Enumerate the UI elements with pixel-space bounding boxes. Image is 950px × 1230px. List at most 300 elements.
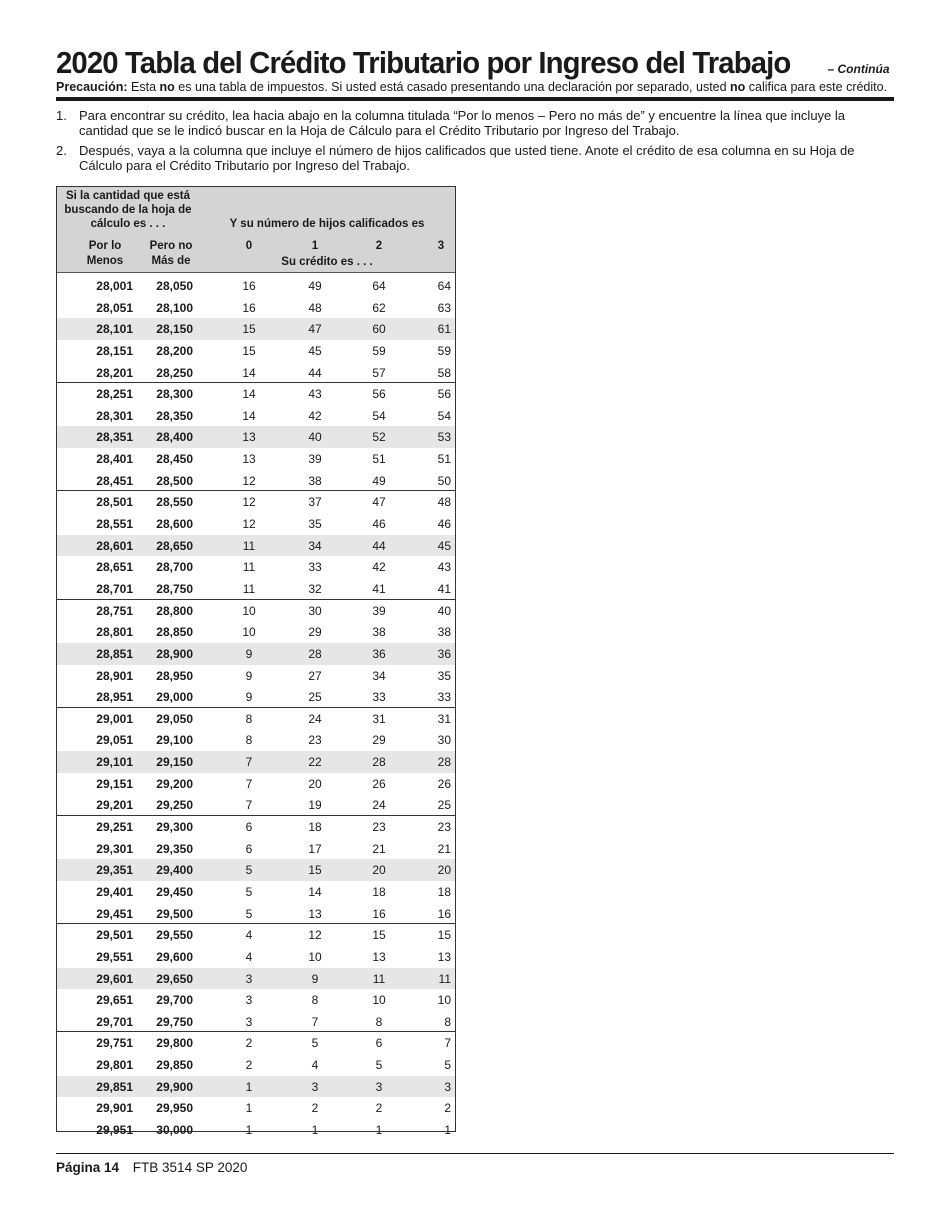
col-header-3-children: 3: [437, 240, 445, 252]
cell-credit-0: 4: [245, 928, 253, 943]
col-header-2-children: 2: [375, 240, 383, 252]
col-header-but-not-more: Pero no Más de: [149, 240, 193, 267]
instructions: [56, 108, 896, 178]
cell-credit-1: 45: [308, 343, 322, 358]
table-row: [57, 794, 455, 816]
table-row: [57, 1032, 455, 1054]
cell-not-more-than: 28,450: [156, 452, 193, 467]
cell-credit-1: 43: [308, 387, 322, 402]
cell-credit-3: 13: [437, 949, 451, 964]
cell-at-least: 29,851: [96, 1079, 133, 1094]
cell-credit-2: 62: [372, 300, 386, 315]
caution-text-1: Esta: [127, 80, 160, 94]
cell-not-more-than: 28,050: [156, 279, 193, 293]
cell-credit-3: 51: [437, 452, 451, 467]
cell-credit-0: 1: [245, 1122, 253, 1137]
cell-credit-1: 4: [311, 1058, 319, 1073]
cell-not-more-than: 28,350: [156, 408, 193, 423]
table-row: [57, 1076, 455, 1098]
cell-credit-0: 15: [242, 343, 256, 358]
instruction-text: Después, vaya a la columna que incluye el número de hijos calificados que usted tiene. Anote el crédito de esa columna en su Hoja de Cálculo para el Crédito Tributario por Ingreso del Trabajo.: [79, 143, 855, 173]
cell-credit-2: 38: [372, 625, 386, 640]
cell-credit-2: 64: [372, 279, 386, 293]
cell-credit-2: 31: [372, 711, 386, 726]
cell-credit-1: 5: [311, 1036, 319, 1051]
cell-not-more-than: 28,550: [156, 495, 193, 510]
cell-credit-0: 16: [242, 279, 256, 293]
table-row: [57, 773, 455, 795]
cell-at-least: 29,301: [96, 841, 133, 856]
table-row: [57, 556, 455, 578]
cell-credit-3: 59: [437, 343, 451, 358]
cell-not-more-than: 29,700: [156, 993, 193, 1008]
table-row: [57, 621, 455, 643]
caution-label: Precaución:: [56, 80, 128, 94]
cell-credit-2: 11: [372, 971, 386, 986]
table-row: [57, 448, 455, 470]
cell-at-least: 29,751: [96, 1036, 133, 1051]
table-row: [57, 708, 455, 730]
cell-credit-0: 2: [245, 1058, 253, 1073]
cell-not-more-than: 28,600: [156, 517, 193, 532]
cell-credit-1: 42: [308, 408, 322, 423]
cell-not-more-than: 29,350: [156, 841, 193, 856]
cell-credit-1: 7: [311, 1014, 319, 1029]
cell-credit-3: 8: [444, 1014, 451, 1029]
table-row: [57, 578, 455, 600]
cell-credit-3: 25: [437, 798, 451, 813]
cell-not-more-than: 28,800: [156, 603, 193, 618]
cell-credit-2: 28: [372, 755, 386, 770]
table-row: [57, 426, 455, 448]
cell-credit-0: 9: [245, 646, 253, 661]
cell-credit-3: 43: [437, 560, 451, 575]
cell-credit-2: 33: [372, 690, 386, 705]
table-row: [57, 405, 455, 427]
title-main: 2020 Tabla del Crédito Tributario por Ingreso del Trabajo: [56, 46, 791, 80]
cell-credit-1: 47: [308, 322, 322, 337]
table-row: [57, 903, 455, 925]
cell-at-least: 28,301: [96, 408, 133, 423]
table-row: [57, 600, 455, 622]
cell-credit-0: 5: [245, 863, 253, 878]
cell-credit-3: 16: [437, 906, 451, 921]
cell-at-least: 29,701: [96, 1014, 133, 1029]
table-row: [57, 470, 455, 492]
cell-credit-2: 49: [372, 473, 386, 488]
caution-text-2: es una tabla de impuestos. Si usted está casado presentando una declaración por separado, usted: [174, 80, 731, 94]
cell-credit-1: 27: [308, 668, 322, 683]
cell-at-least: 28,901: [96, 668, 133, 683]
cell-credit-0: 8: [245, 711, 253, 726]
cell-credit-3: 11: [438, 971, 451, 986]
cell-credit-0: 1: [245, 1101, 253, 1116]
cell-at-least: 28,251: [96, 387, 133, 402]
cell-credit-1: 20: [308, 776, 322, 791]
cell-credit-0: 12: [242, 473, 256, 488]
cell-credit-2: 13: [372, 949, 386, 964]
cell-credit-2: 18: [372, 884, 386, 899]
cell-credit-2: 21: [372, 841, 386, 856]
cell-credit-0: 10: [242, 625, 256, 640]
table-row: [57, 946, 455, 968]
table-row: [57, 1119, 455, 1141]
cell-not-more-than: 29,050: [156, 711, 193, 726]
cell-credit-2: 2: [375, 1101, 383, 1116]
cell-credit-3: 45: [437, 538, 451, 553]
cell-not-more-than: 29,950: [156, 1101, 193, 1116]
cell-not-more-than: 28,950: [156, 668, 193, 683]
cell-credit-3: 48: [437, 495, 451, 510]
cell-credit-0: 12: [242, 517, 256, 532]
cell-credit-3: 40: [437, 603, 451, 618]
cell-not-more-than: 29,150: [156, 755, 193, 770]
cell-credit-1: 25: [308, 690, 322, 705]
cell-credit-3: 30: [437, 733, 451, 748]
cell-credit-2: 26: [372, 776, 386, 791]
cell-credit-2: 34: [372, 668, 386, 683]
instruction-text: Para encontrar su crédito, lea hacia abajo en la columna titulada “Por lo menos – Pero no más de” y encuentre la línea que incluye la cantidad que se le indicó buscar en la Hoja de Cálculo para el Crédito Tributario por Ingreso del Trabajo.: [79, 108, 846, 138]
cell-credit-3: 58: [437, 365, 451, 380]
cell-credit-2: 41: [372, 581, 386, 596]
cell-credit-0: 10: [242, 603, 256, 618]
children-header: Y su número de hijos calificados es: [229, 218, 425, 230]
cell-credit-2: 51: [372, 452, 386, 467]
cell-credit-1: 32: [308, 581, 322, 596]
cell-not-more-than: 29,500: [156, 906, 193, 921]
cell-credit-0: 13: [242, 430, 256, 445]
cell-credit-1: 15: [308, 863, 322, 878]
caution-bold-2: no: [730, 80, 746, 94]
cell-at-least: 29,151: [96, 776, 133, 791]
cell-credit-2: 46: [372, 517, 386, 532]
cell-credit-1: 44: [308, 365, 322, 380]
cell-credit-0: 1: [245, 1079, 253, 1094]
table-row: [57, 275, 455, 297]
footer-rule: [56, 1153, 894, 1154]
cell-at-least: 29,951: [96, 1122, 133, 1137]
cell-at-least: 29,551: [96, 949, 133, 964]
form-id: FTB 3514 SP 2020: [132, 1160, 248, 1175]
cell-not-more-than: 28,700: [156, 560, 193, 575]
cell-not-more-than: 28,400: [156, 430, 193, 445]
instruction-number: 2.: [56, 143, 67, 158]
cell-credit-3: 3: [444, 1079, 451, 1094]
cell-credit-3: 18: [437, 884, 451, 899]
table-row: [57, 1054, 455, 1076]
cell-credit-2: 8: [375, 1014, 383, 1029]
table-row: [57, 643, 455, 665]
table-row: [57, 665, 455, 687]
cell-at-least: 28,651: [96, 560, 133, 575]
cell-credit-3: 33: [437, 690, 451, 705]
caution-text-3: califica para este crédito.: [745, 80, 888, 94]
cell-credit-2: 39: [372, 603, 386, 618]
cell-credit-0: 3: [245, 971, 253, 986]
caution-bold-1: no: [159, 80, 175, 94]
table-row: [57, 318, 455, 340]
caution-note: [56, 80, 894, 101]
cell-at-least: 28,151: [96, 343, 133, 358]
table-row: [57, 1011, 455, 1033]
header-lookup-section: [57, 187, 199, 273]
cell-credit-0: 5: [245, 884, 253, 899]
cell-credit-3: 54: [437, 408, 451, 423]
cell-not-more-than: 29,250: [156, 798, 193, 813]
cell-at-least: 28,201: [96, 365, 133, 380]
cell-credit-1: 2: [311, 1101, 319, 1116]
cell-credit-3: 1: [444, 1122, 451, 1137]
cell-credit-3: 46: [437, 517, 451, 532]
instruction-item: [56, 108, 896, 138]
cell-credit-2: 5: [375, 1058, 383, 1073]
cell-credit-3: 38: [437, 625, 451, 640]
cell-credit-0: 2: [245, 1036, 253, 1051]
cell-not-more-than: 28,850: [156, 625, 193, 640]
cell-credit-0: 12: [242, 495, 256, 510]
col-header-0-children: 0: [245, 240, 253, 252]
cell-credit-1: 38: [308, 473, 322, 488]
cell-credit-1: 19: [308, 798, 322, 813]
cell-credit-1: 1: [311, 1122, 319, 1137]
cell-not-more-than: 28,250: [156, 365, 193, 380]
cell-not-more-than: 29,900: [156, 1079, 193, 1094]
table-row: [57, 751, 455, 773]
cell-at-least: 28,101: [96, 322, 133, 337]
cell-credit-3: 56: [437, 387, 451, 402]
cell-not-more-than: 28,200: [156, 343, 193, 358]
cell-credit-2: 47: [372, 495, 386, 510]
cell-credit-1: 23: [308, 733, 322, 748]
cell-at-least: 29,901: [96, 1101, 133, 1116]
cell-credit-3: 10: [437, 993, 451, 1008]
cell-credit-0: 6: [245, 820, 253, 835]
page-number: Página 14: [56, 1160, 120, 1175]
cell-credit-0: 3: [245, 993, 253, 1008]
cell-credit-0: 3: [245, 1014, 253, 1029]
cell-credit-3: 61: [437, 322, 451, 337]
cell-at-least: 29,101: [96, 755, 133, 770]
cell-not-more-than: 29,300: [156, 820, 193, 835]
table-row: [57, 362, 455, 384]
cell-credit-1: 24: [308, 711, 322, 726]
cell-at-least: 28,701: [96, 581, 133, 596]
cell-not-more-than: 29,450: [156, 884, 193, 899]
cell-credit-2: 24: [372, 798, 386, 813]
cell-not-more-than: 28,750: [156, 581, 193, 596]
cell-credit-3: 28: [437, 755, 451, 770]
cell-at-least: 29,251: [96, 820, 133, 835]
page-footer: [56, 1160, 247, 1175]
cell-credit-2: 42: [372, 560, 386, 575]
cell-credit-0: 7: [245, 776, 253, 791]
instruction-item: [56, 143, 896, 173]
cell-at-least: 28,601: [96, 538, 133, 553]
cell-credit-1: 9: [311, 971, 319, 986]
cell-not-more-than: 29,400: [156, 863, 193, 878]
cell-credit-3: 35: [437, 668, 451, 683]
cell-credit-0: 5: [245, 906, 253, 921]
credit-header: Su crédito es . . .: [281, 256, 373, 268]
cell-at-least: 29,351: [96, 863, 133, 878]
col-header-1-child: 1: [311, 240, 319, 252]
cell-credit-0: 14: [242, 365, 256, 380]
cell-credit-1: 28: [308, 646, 322, 661]
cell-credit-2: 10: [372, 993, 386, 1008]
cell-credit-1: 10: [308, 949, 322, 964]
cell-credit-3: 7: [444, 1036, 451, 1051]
cell-not-more-than: 28,650: [156, 538, 193, 553]
table-row: [57, 881, 455, 903]
cell-at-least: 28,401: [96, 452, 133, 467]
cell-at-least: 29,601: [96, 971, 133, 986]
cell-at-least: 29,801: [96, 1058, 133, 1073]
cell-credit-3: 41: [437, 581, 451, 596]
cell-credit-0: 14: [242, 408, 256, 423]
cell-credit-1: 14: [308, 884, 322, 899]
cell-at-least: 29,001: [96, 711, 133, 726]
cell-credit-0: 14: [242, 387, 256, 402]
cell-credit-1: 18: [308, 820, 322, 835]
table-row: [57, 297, 455, 319]
cell-credit-2: 60: [372, 322, 386, 337]
cell-at-least: 29,501: [96, 928, 133, 943]
col-header-at-least: Por lo Menos: [86, 240, 124, 267]
cell-credit-2: 1: [375, 1122, 383, 1137]
cell-credit-0: 7: [245, 798, 253, 813]
cell-credit-0: 7: [245, 755, 253, 770]
lookup-header: Si la cantidad que está buscando de la hoja de cálculo es . . .: [57, 189, 199, 233]
cell-credit-3: 23: [437, 820, 451, 835]
cell-not-more-than: 29,850: [156, 1058, 193, 1073]
cell-credit-2: 3: [375, 1079, 383, 1094]
cell-credit-3: 50: [437, 473, 451, 488]
cell-credit-0: 11: [242, 538, 256, 553]
cell-not-more-than: 29,650: [156, 971, 193, 986]
cell-credit-0: 9: [245, 668, 253, 683]
cell-credit-3: 21: [437, 841, 451, 856]
table-row: [57, 816, 455, 838]
cell-credit-2: 57: [372, 365, 386, 380]
cell-credit-1: 48: [308, 300, 322, 315]
table-row: [57, 513, 455, 535]
cell-credit-1: 29: [308, 625, 322, 640]
cell-credit-2: 29: [372, 733, 386, 748]
table-row: [57, 968, 455, 990]
cell-credit-1: 30: [308, 603, 322, 618]
cell-credit-3: 53: [437, 430, 451, 445]
cell-credit-0: 13: [242, 452, 256, 467]
cell-credit-1: 8: [311, 993, 319, 1008]
cell-at-least: 29,401: [96, 884, 133, 899]
cell-credit-0: 8: [245, 733, 253, 748]
table-row: [57, 924, 455, 946]
cell-credit-0: 16: [242, 300, 256, 315]
cell-credit-0: 11: [242, 560, 256, 575]
cell-credit-1: 3: [311, 1079, 319, 1094]
cell-credit-3: 36: [437, 646, 451, 661]
table-row: [57, 1097, 455, 1119]
table-body: [57, 275, 455, 1141]
table-row: [57, 340, 455, 362]
cell-not-more-than: 28,900: [156, 646, 193, 661]
cell-not-more-than: 29,750: [156, 1014, 193, 1029]
table-row: [57, 383, 455, 405]
cell-credit-2: 16: [372, 906, 386, 921]
table-row: [57, 491, 455, 513]
cell-not-more-than: 28,100: [156, 300, 193, 315]
cell-at-least: 28,951: [96, 690, 133, 705]
title-continued: – Continúa: [827, 62, 890, 76]
cell-credit-0: 4: [245, 949, 253, 964]
cell-credit-2: 59: [372, 343, 386, 358]
cell-credit-1: 49: [308, 279, 322, 293]
cell-credit-2: 15: [372, 928, 386, 943]
table-row: [57, 859, 455, 881]
cell-credit-0: 11: [242, 581, 256, 596]
cell-not-more-than: 30,000: [156, 1122, 193, 1137]
cell-at-least: 28,551: [96, 517, 133, 532]
cell-credit-3: 63: [437, 300, 451, 315]
cell-credit-3: 5: [444, 1058, 451, 1073]
cell-not-more-than: 29,550: [156, 928, 193, 943]
cell-at-least: 28,051: [96, 300, 133, 315]
cell-credit-1: 22: [308, 755, 322, 770]
cell-at-least: 28,001: [96, 279, 133, 293]
cell-credit-2: 56: [372, 387, 386, 402]
cell-credit-2: 52: [372, 430, 386, 445]
cell-credit-1: 40: [308, 430, 322, 445]
cell-at-least: 29,051: [96, 733, 133, 748]
cell-at-least: 29,651: [96, 993, 133, 1008]
cell-at-least: 28,851: [96, 646, 133, 661]
cell-at-least: 28,751: [96, 603, 133, 618]
cell-not-more-than: 29,800: [156, 1036, 193, 1051]
cell-credit-3: 64: [437, 279, 451, 293]
cell-credit-1: 35: [308, 517, 322, 532]
cell-not-more-than: 29,000: [156, 690, 193, 705]
cell-not-more-than: 29,100: [156, 733, 193, 748]
cell-credit-1: 13: [308, 906, 322, 921]
cell-credit-3: 31: [437, 711, 451, 726]
table-row: [57, 989, 455, 1011]
cell-not-more-than: 29,200: [156, 776, 193, 791]
cell-credit-3: 20: [437, 863, 451, 878]
cell-credit-2: 6: [375, 1036, 383, 1051]
cell-at-least: 29,201: [96, 798, 133, 813]
cell-credit-1: 17: [308, 841, 322, 856]
cell-at-least: 28,801: [96, 625, 133, 640]
cell-credit-0: 9: [245, 690, 253, 705]
cell-credit-2: 44: [372, 538, 386, 553]
cell-at-least: 28,351: [96, 430, 133, 445]
cell-credit-2: 23: [372, 820, 386, 835]
table-row: [57, 838, 455, 860]
table-row: [57, 535, 455, 557]
cell-at-least: 29,451: [96, 906, 133, 921]
cell-credit-3: 26: [437, 776, 451, 791]
cell-credit-3: 2: [444, 1101, 451, 1116]
cell-not-more-than: 28,500: [156, 473, 193, 488]
cell-credit-0: 6: [245, 841, 253, 856]
cell-at-least: 28,501: [96, 495, 133, 510]
cell-credit-1: 37: [308, 495, 322, 510]
cell-at-least: 28,451: [96, 473, 133, 488]
cell-credit-1: 39: [308, 452, 322, 467]
table-row: [57, 729, 455, 751]
cell-credit-2: 36: [372, 646, 386, 661]
cell-credit-1: 34: [308, 538, 322, 553]
